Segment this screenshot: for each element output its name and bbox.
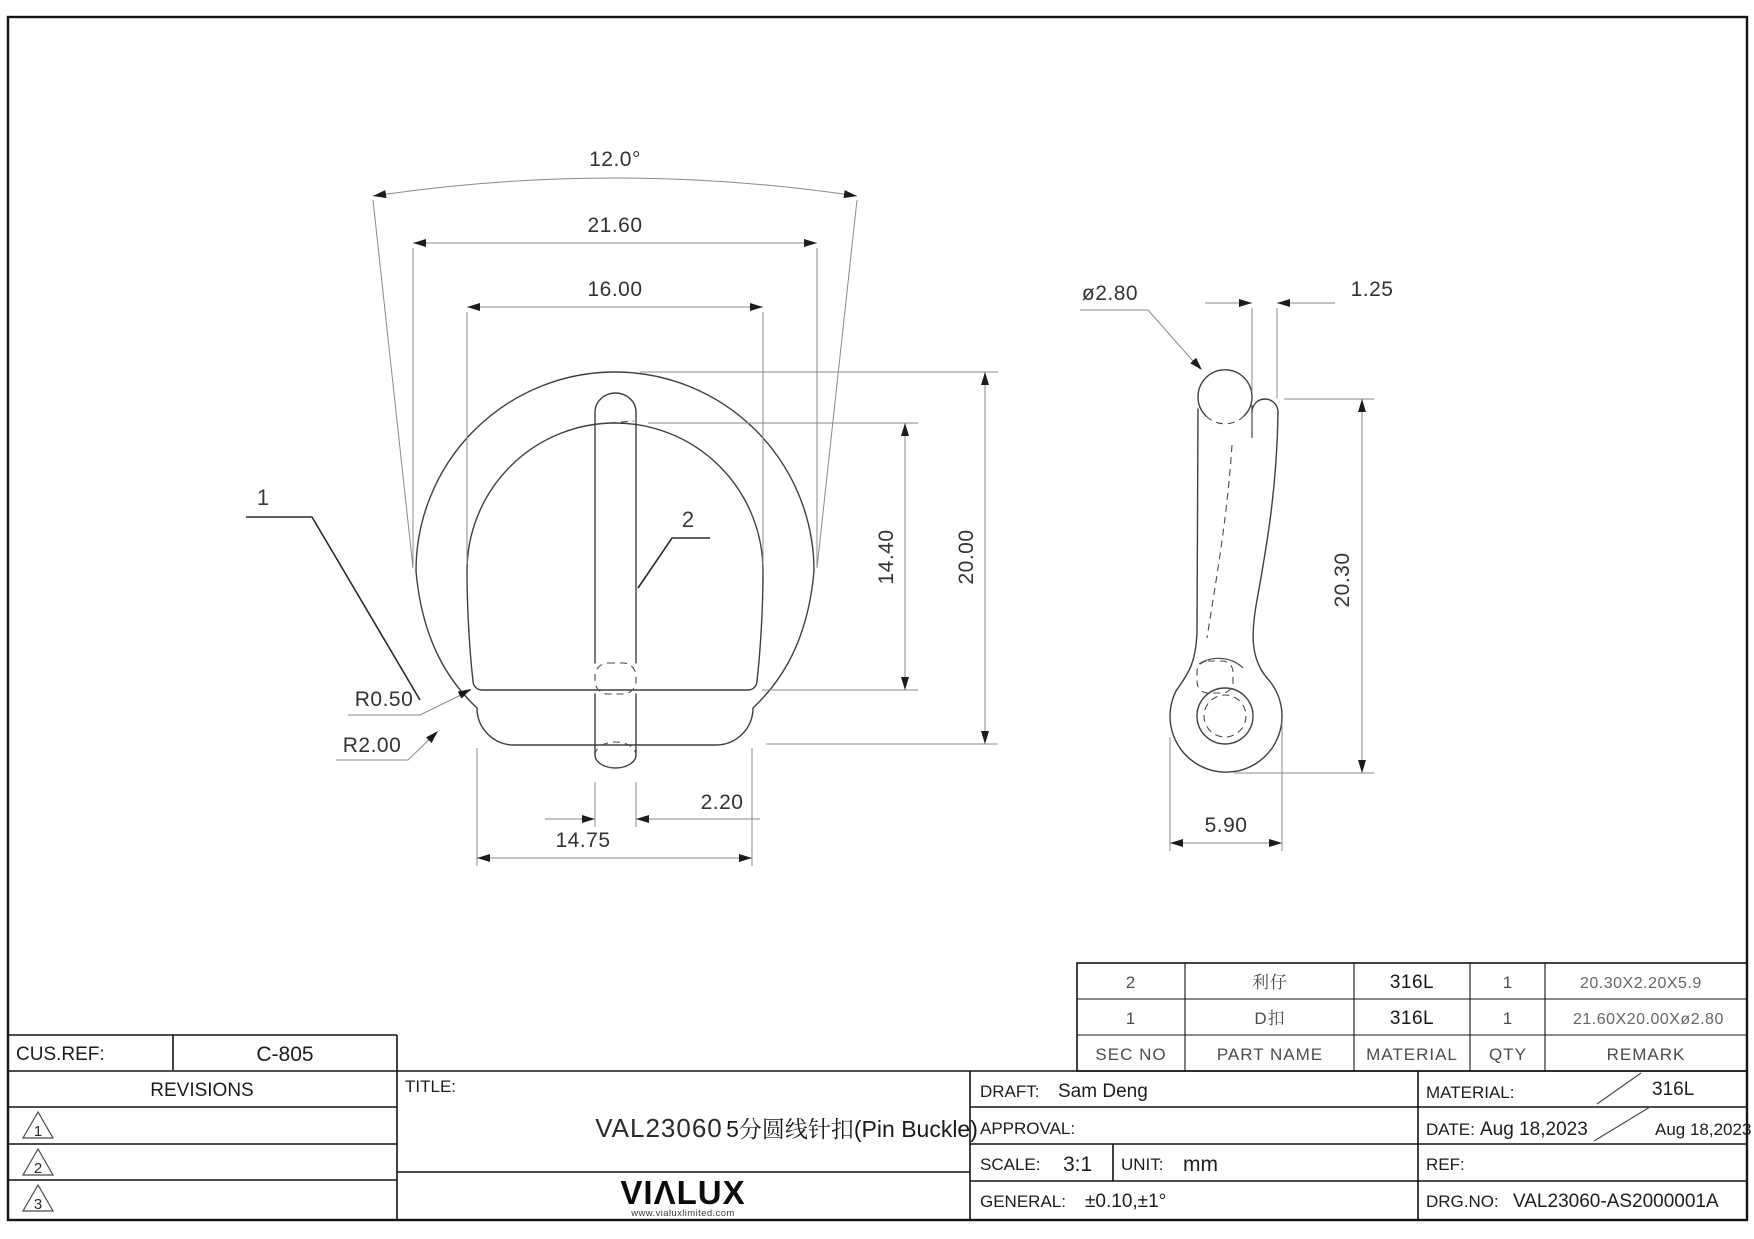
title-name: 5分圆线针扣(Pin Buckle) [726, 1116, 978, 1142]
revision-number: 3 [33, 1196, 43, 1213]
dim125-ext [1252, 308, 1277, 398]
revision-marker-2 [23, 1149, 53, 1177]
cus-ref-label: CUS.REF: [16, 1044, 105, 1065]
dim2000-ext [640, 372, 998, 744]
revision-number: 2 [33, 1160, 43, 1177]
cell-qty: 1 [1502, 1009, 1514, 1028]
front-view-dimensions [246, 148, 998, 866]
title-label: TITLE: [405, 1077, 457, 1096]
date-label: DATE: [1426, 1120, 1475, 1139]
arrowhead [1358, 399, 1366, 412]
dim-loop-width: 5.90 [1204, 814, 1248, 837]
dim-wire-leader [1080, 310, 1200, 369]
cell-sec-no: 2 [1125, 973, 1137, 992]
cell-remark: 20.30X2.20X5.9 [1580, 975, 1702, 992]
scale-label: SCALE: [980, 1155, 1041, 1174]
drg-no-label: DRG.NO: [1426, 1192, 1499, 1211]
header-material: MATERIAL [1366, 1045, 1458, 1064]
pin-back-hidden-edge [1207, 445, 1232, 638]
pin-tip [595, 755, 636, 768]
wire-section-hidden [1206, 416, 1244, 424]
dring-outer-profile [416, 372, 814, 745]
cell-sec-no: 1 [1125, 1009, 1137, 1028]
balloon-pin-label: 2 [681, 507, 695, 532]
arrowhead [844, 190, 858, 198]
dim-height: 20.30 [1331, 552, 1354, 608]
arrowhead [804, 239, 817, 247]
pin-front [595, 393, 636, 663]
arrowhead [477, 854, 490, 862]
dim-pin-width: 2.20 [700, 791, 744, 814]
cell-qty: 1 [1502, 973, 1514, 992]
date-value-2: Aug 18,2023 [1655, 1120, 1752, 1139]
dim-offset: 1.25 [1350, 278, 1394, 301]
pin-side-right-edge [1253, 412, 1278, 678]
arrowhead [981, 372, 989, 385]
arrowhead [1358, 760, 1366, 773]
material-value: 316L [1652, 1079, 1695, 1100]
front-view [416, 372, 814, 768]
parts-table [1077, 963, 1747, 1071]
vialux-url: www.vialuxlimited.com [631, 1208, 735, 1219]
arrowhead [373, 190, 387, 198]
general-value: ±0.10,±1° [1085, 1191, 1167, 1212]
arrowhead [1170, 839, 1183, 847]
title-code: VAL23060 [595, 1113, 723, 1143]
material-slash [1597, 1073, 1641, 1104]
pin-side-cap [1252, 399, 1278, 412]
arrowhead [739, 854, 752, 862]
header-remark: REMARK [1606, 1045, 1686, 1064]
dim1600-ext [467, 312, 763, 564]
cell-material: 316L [1389, 972, 1435, 993]
loop-eye-hidden-circle [1204, 695, 1246, 737]
arrowhead [901, 423, 909, 436]
dim220-ext [595, 782, 636, 827]
dim-outer-width: 21.60 [587, 214, 643, 237]
arrowhead [1277, 299, 1290, 307]
side-view-dimensions [1080, 278, 1393, 851]
arrowhead [636, 815, 649, 823]
draft-value: Sam Deng [1058, 1081, 1148, 1102]
dim-bottom-width: 14.75 [555, 829, 611, 852]
ref-label: REF: [1426, 1155, 1465, 1174]
arrowhead [1269, 839, 1282, 847]
cell-part-name: 利仔 [1252, 973, 1288, 992]
balloon-ring-label: 1 [256, 485, 270, 510]
header-qty: QTY [1489, 1045, 1527, 1064]
cus-ref-value: C-805 [256, 1043, 314, 1066]
revision-number: 1 [33, 1123, 43, 1140]
arrowhead [467, 303, 480, 311]
date-slash [1594, 1107, 1650, 1141]
dim-inner-width: 16.00 [587, 278, 643, 301]
revisions-label: REVISIONS [150, 1080, 254, 1101]
unit-label: UNIT: [1121, 1155, 1164, 1174]
arrowhead [413, 239, 426, 247]
table-header-row [1095, 1045, 1685, 1064]
table-row [1126, 1008, 1724, 1029]
balloon-pin-leader [638, 538, 710, 588]
arrowhead [981, 731, 989, 744]
date-value: Aug 18,2023 [1480, 1119, 1588, 1140]
arrowhead [901, 677, 909, 690]
dim-outer-height: 20.00 [955, 529, 978, 585]
angle-ext-lines [373, 200, 857, 568]
dim-wire-dia: ø2.80 [1081, 282, 1139, 305]
radius-inner-label: R0.50 [354, 688, 414, 711]
header-part-name: PART NAME [1216, 1045, 1324, 1064]
drawing-frame [8, 17, 1747, 1220]
revision-marker-3 [23, 1185, 53, 1213]
table-row [1126, 972, 1702, 993]
scale-value: 3:1 [1063, 1153, 1093, 1176]
arrowhead [1239, 299, 1252, 307]
draft-label: DRAFT: [980, 1082, 1040, 1101]
loop-eye-circle [1197, 688, 1253, 744]
revision-marker-1 [23, 1112, 53, 1140]
wire-section-circle [1198, 370, 1252, 416]
pin-side-left-edge [1176, 409, 1198, 691]
vialux-logo: VIΛLUX [620, 1174, 746, 1211]
dring-inner-profile [467, 423, 763, 690]
angle-dim-arc [373, 178, 857, 196]
pin-tip-hidden-arc [595, 742, 636, 755]
unit-value: mm [1183, 1153, 1218, 1176]
header-sec-no: SEC NO [1095, 1045, 1167, 1064]
dim-inner-height: 14.40 [875, 529, 898, 585]
cell-part-name: D扣 [1254, 1009, 1286, 1028]
drg-no-value: VAL23060-AS2000001A [1513, 1191, 1719, 1212]
loop-spiral-end [1199, 658, 1243, 668]
balloon-ring-leader [246, 517, 420, 700]
material-label: MATERIAL: [1426, 1083, 1515, 1102]
side-view [1170, 370, 1282, 772]
approval-label: APPROVAL: [980, 1119, 1076, 1138]
dim-angle: 12.0° [589, 148, 641, 171]
radius-outer-label: R2.00 [342, 734, 402, 757]
arrowhead [750, 303, 763, 311]
arrowhead [582, 815, 595, 823]
cell-material: 316L [1389, 1008, 1435, 1029]
cell-remark: 21.60X20.00Xø2.80 [1573, 1011, 1724, 1028]
general-label: GENERAL: [980, 1192, 1066, 1211]
